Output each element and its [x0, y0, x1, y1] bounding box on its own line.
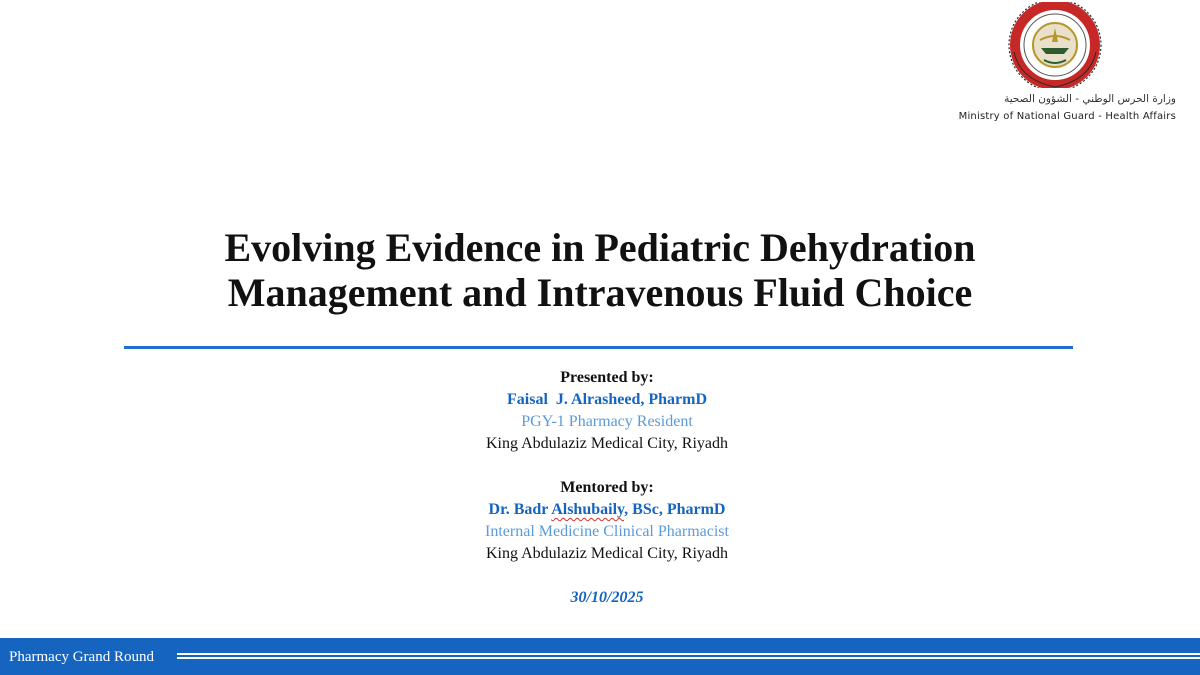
mentor-name-prefix: Dr. Badr [488, 501, 552, 518]
presenter-heading: Presented by: [560, 369, 654, 386]
mentor-heading: Mentored by: [560, 479, 654, 496]
presenter-organization: King Abdulaziz Medical City, Riyadh [485, 435, 729, 452]
presenter-role: PGY-1 Pharmacy Resident [521, 413, 693, 430]
mentor-organization: King Abdulaziz Medical City, Riyadh [485, 545, 729, 562]
mentor-name-surname: Alshubaily [551, 501, 625, 518]
footer-bar [0, 638, 1200, 675]
credits-block [407, 367, 807, 609]
title-line-2: Management and Intravenous Fluid Choice [227, 270, 973, 315]
ministry-logo [1000, 2, 1110, 88]
title-divider [124, 346, 1073, 349]
presenter-name: Faisal J. Alrasheed, PharmD [507, 391, 707, 408]
ministry-name-english: Ministry of National Guard - Health Affairs [958, 111, 1176, 122]
presentation-date: 30/10/2025 [570, 589, 644, 606]
presentation-title [60, 225, 1140, 315]
footer-decorative-lines [177, 653, 1200, 663]
footer-label: Pharmacy Grand Round [9, 649, 154, 665]
mngha-emblem-icon [1000, 2, 1110, 88]
mentor-name [407, 499, 807, 521]
mentor-role: Internal Medicine Clinical Pharmacist [485, 523, 729, 540]
mentor-name-suffix: , BSc, PharmD [624, 501, 726, 518]
title-line-1: Evolving Evidence in Pediatric Dehydration [224, 225, 976, 270]
ministry-name-arabic: وزارة الحرس الوطني - الشؤون الصحية [1004, 93, 1176, 105]
